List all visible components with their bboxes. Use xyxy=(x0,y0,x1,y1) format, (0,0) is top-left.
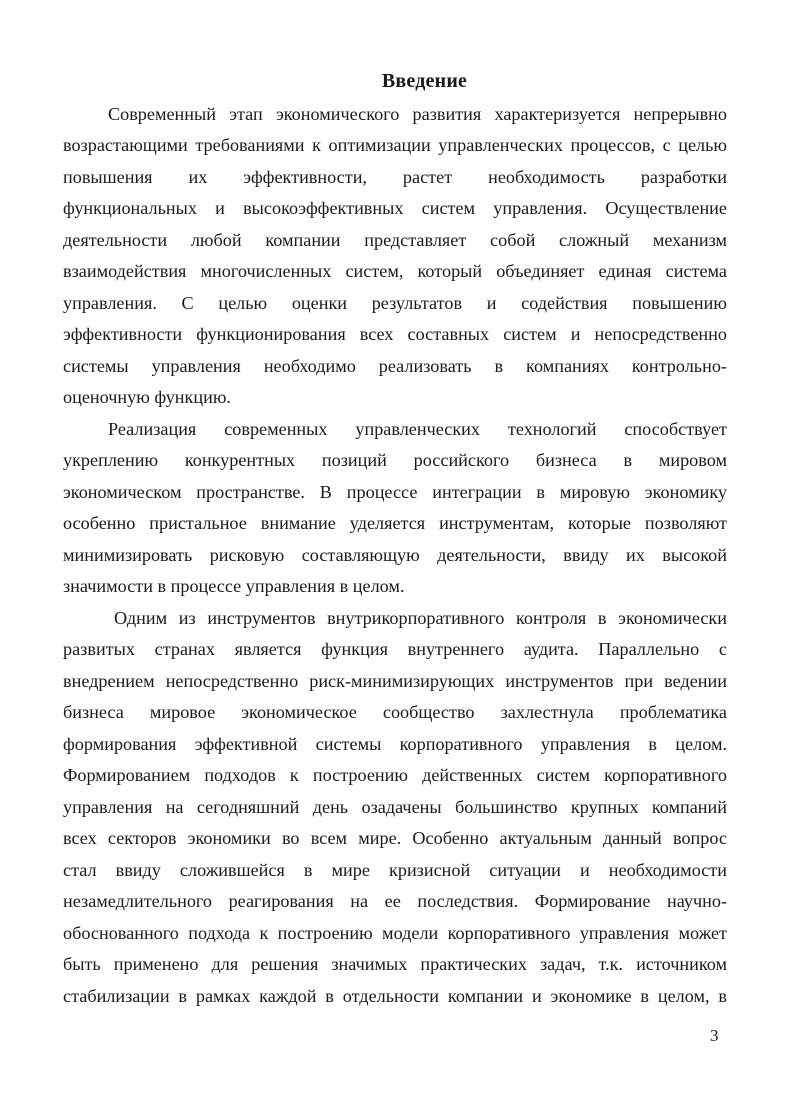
text-line: незамедлительного реагирования на ее последствия. Формирование научно- xyxy=(63,891,727,911)
text-line: управления. С целью оценки результатов и содействия повышению xyxy=(63,293,727,313)
text-line: взаимодействия многочисленных систем, который объединяет единая система xyxy=(63,261,727,281)
text-line: Современный этап экономического развития характеризуется непрерывно xyxy=(108,104,727,124)
text-line: стал ввиду сложившейся в мире кризисной ситуации и необходимости xyxy=(63,860,727,880)
text-line: всех секторов экономики во всем мире. Особенно актуальным данный вопрос xyxy=(63,828,727,848)
text-line: внедрением непосредственно риск-минимизирующих инструментов при ведении xyxy=(63,671,727,691)
page-title: Введение xyxy=(381,70,468,92)
text-line: оценочную функцию. xyxy=(63,387,231,407)
text-line: Реализация современных управленческих технологий способствует xyxy=(108,419,727,439)
text-line: экономическом пространстве. В процессе интеграции в мировую экономику xyxy=(63,482,727,502)
text-line: управления на сегодняшний день озадачены большинство крупных компаний xyxy=(63,797,727,817)
page-number: 3 xyxy=(710,1026,719,1045)
text-line: повышения их эффективности, растет необходимость разработки xyxy=(63,167,727,187)
text-line: возрастающими требованиями к оптимизации управленческих процессов, с целью xyxy=(63,135,727,155)
text-line: деятельности любой компании представляет собой сложный механизм xyxy=(63,230,727,250)
text-line: быть применено для решения значимых практических задач, т.к. источником xyxy=(63,954,727,974)
text-line: развитых странах является функция внутреннего аудита. Параллельно с xyxy=(63,639,727,659)
text-line: минимизировать рисковую составляющую деятельности, ввиду их высокой xyxy=(63,545,727,565)
text-line: Одним из инструментов внутрикорпоративного контроля в экономически xyxy=(114,608,727,628)
text-line: стабилизации в рамках каждой в отдельности компании и экономике в целом, в xyxy=(63,986,727,1006)
text-line: функциональных и высокоэффективных систем управления. Осуществление xyxy=(63,198,727,218)
text-line: эффективности функционирования всех составных систем и непосредственно xyxy=(63,324,727,344)
text-line: бизнеса мировое экономическое сообщество захлестнула проблематика xyxy=(63,702,727,722)
text-line: особенно пристальное внимание уделяется инструментам, которые позволяют xyxy=(63,513,727,533)
text-line: укреплению конкурентных позиций российского бизнеса в мировом xyxy=(63,450,727,470)
text-line: обоснованного подхода к построению модели корпоративного управления может xyxy=(63,923,727,943)
text-line: значимости в процессе управления в целом. xyxy=(63,576,405,596)
text-line: Формированием подходов к построению действенных систем корпоративного xyxy=(63,765,727,785)
text-line: системы управления необходимо реализовать в компаниях контрольно- xyxy=(63,356,727,376)
text-line: формирования эффективной системы корпоративного управления в целом. xyxy=(63,734,727,754)
